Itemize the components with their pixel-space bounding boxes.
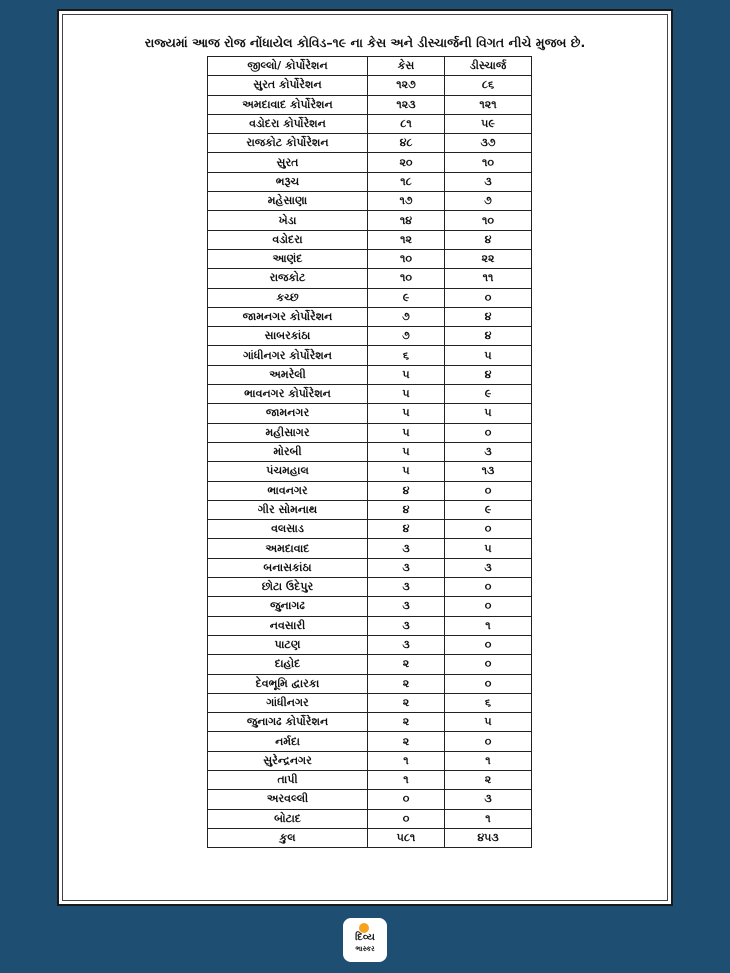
- cases-cell: ૫: [368, 365, 445, 384]
- cases-cell: ૩: [368, 558, 445, 577]
- table-row: [208, 462, 532, 481]
- cases-cell: ૧૨૩: [368, 95, 445, 114]
- cases-cell: ૪: [368, 500, 445, 519]
- cases-cell: ૧૮: [368, 172, 445, 191]
- table-row: [208, 327, 532, 346]
- discharge-cell: ૧૨૧: [445, 95, 532, 114]
- district-cell: છોટા ઉદેપુર: [208, 578, 368, 597]
- cases-cell: ૧૨: [368, 230, 445, 249]
- district-cell: ગાંધીનગર: [208, 693, 368, 712]
- discharge-cell: ૬: [445, 693, 532, 712]
- table-row: [208, 385, 532, 404]
- table-row: [208, 365, 532, 384]
- district-cell: ખેડા: [208, 211, 368, 230]
- table-row: [208, 500, 532, 519]
- table-row: [208, 114, 532, 133]
- total-cases: ૫૮૧: [368, 828, 445, 847]
- cases-cell: ૨: [368, 674, 445, 693]
- cases-cell: ૪: [368, 520, 445, 539]
- table-row: [208, 597, 532, 616]
- table-row: [208, 269, 532, 288]
- table-row: [208, 442, 532, 461]
- discharge-cell: ૦: [445, 732, 532, 751]
- cases-cell: ૪૮: [368, 134, 445, 153]
- table-row: [208, 346, 532, 365]
- table-header-row: [208, 57, 532, 76]
- covid-cases-table: [207, 56, 532, 848]
- cases-cell: ૨: [368, 713, 445, 732]
- district-cell: જુનાગઢ કોર્પોરેશન: [208, 713, 368, 732]
- table-row: [208, 95, 532, 114]
- discharge-cell: ૧૧: [445, 269, 532, 288]
- district-cell: તાપી: [208, 770, 368, 789]
- discharge-cell: ૩: [445, 790, 532, 809]
- district-cell: રાજકોટ: [208, 269, 368, 288]
- discharge-cell: ૫૯: [445, 114, 532, 133]
- district-cell: સુરત કોર્પોરેશન: [208, 76, 368, 95]
- discharge-cell: ૦: [445, 674, 532, 693]
- cases-cell: ૨: [368, 655, 445, 674]
- cases-cell: ૨: [368, 732, 445, 751]
- district-cell: જામનગર કોર્પોરેશન: [208, 307, 368, 326]
- table-row: [208, 423, 532, 442]
- district-cell: વડોદરા કોર્પોરેશન: [208, 114, 368, 133]
- cases-cell: ૩: [368, 635, 445, 654]
- cases-cell: ૮૧: [368, 114, 445, 133]
- cases-cell: ૦: [368, 790, 445, 809]
- cases-cell: ૨૦: [368, 153, 445, 172]
- district-cell: વડોદરા: [208, 230, 368, 249]
- district-cell: મહેસાણા: [208, 192, 368, 211]
- table-row: [208, 481, 532, 500]
- district-cell: નર્મદા: [208, 732, 368, 751]
- total-discharge: ૪૫૩: [445, 828, 532, 847]
- table-row: [208, 172, 532, 191]
- cases-cell: ૧૦: [368, 269, 445, 288]
- cases-cell: ૩: [368, 616, 445, 635]
- table-row: [208, 790, 532, 809]
- district-cell: સુરેન્દ્રનગર: [208, 751, 368, 770]
- discharge-cell: ૧: [445, 751, 532, 770]
- discharge-cell: ૫: [445, 404, 532, 423]
- cases-cell: ૧૨૭: [368, 76, 445, 95]
- discharge-cell: ૧૦: [445, 153, 532, 172]
- district-cell: ભાવનગર: [208, 481, 368, 500]
- cases-cell: ૨: [368, 693, 445, 712]
- table-row: [208, 616, 532, 635]
- table-row: [208, 713, 532, 732]
- table-row: [208, 134, 532, 153]
- table-row: [208, 558, 532, 577]
- page-title: રાજ્યમાં આજ રોજ નોંધાયેલ કોવિડ–૧૯ ના કેસ અને ડીસ્ચાર્જની વિગત નીચે મુજબ છે.: [144, 35, 586, 50]
- district-cell: વલસાડ: [208, 520, 368, 539]
- cases-cell: ૩: [368, 597, 445, 616]
- discharge-cell: ૧: [445, 616, 532, 635]
- cases-cell: ૫: [368, 404, 445, 423]
- table-body: [208, 76, 532, 829]
- discharge-cell: ૩૭: [445, 134, 532, 153]
- divya-bhaskar-logo: [343, 918, 387, 962]
- table-row: [208, 809, 532, 828]
- discharge-cell: ૦: [445, 423, 532, 442]
- logo-text-line2: ભાસ્કર: [355, 945, 375, 953]
- discharge-cell: ૩: [445, 442, 532, 461]
- table-row: [208, 76, 532, 95]
- table-row: [208, 211, 532, 230]
- table-row: [208, 307, 532, 326]
- district-cell: જુનાગઢ: [208, 597, 368, 616]
- table-row: [208, 192, 532, 211]
- table-row: [208, 693, 532, 712]
- district-cell: ભરૂચ: [208, 172, 368, 191]
- cases-cell: ૧૦: [368, 249, 445, 268]
- discharge-cell: ૯: [445, 500, 532, 519]
- district-cell: સુરત: [208, 153, 368, 172]
- cases-cell: ૧: [368, 751, 445, 770]
- table-row: [208, 578, 532, 597]
- district-cell: રાજકોટ કોર્પોરેશન: [208, 134, 368, 153]
- discharge-cell: ૧૩: [445, 462, 532, 481]
- district-cell: સાબરકાંઠા: [208, 327, 368, 346]
- discharge-cell: ૦: [445, 288, 532, 307]
- district-cell: ભાવનગર કોર્પોરેશન: [208, 385, 368, 404]
- cases-cell: ૫: [368, 423, 445, 442]
- discharge-cell: ૩: [445, 172, 532, 191]
- district-cell: જામનગર: [208, 404, 368, 423]
- discharge-cell: ૫: [445, 713, 532, 732]
- cases-cell: ૩: [368, 578, 445, 597]
- cases-cell: ૦: [368, 809, 445, 828]
- cases-cell: ૫: [368, 462, 445, 481]
- discharge-cell: ૨: [445, 770, 532, 789]
- district-cell: આણંદ: [208, 249, 368, 268]
- discharge-cell: ૩: [445, 558, 532, 577]
- column-header-discharge: ડીસ્ચાર્જ: [445, 57, 532, 76]
- district-cell: દેવભૂમિ દ્વારકા: [208, 674, 368, 693]
- district-cell: નવસારી: [208, 616, 368, 635]
- district-cell: અરવલ્લી: [208, 790, 368, 809]
- table-row: [208, 230, 532, 249]
- cases-cell: ૩: [368, 539, 445, 558]
- discharge-cell: ૦: [445, 481, 532, 500]
- district-cell: બોટાદ: [208, 809, 368, 828]
- cases-cell: ૫: [368, 442, 445, 461]
- cases-cell: ૭: [368, 327, 445, 346]
- discharge-cell: ૫: [445, 539, 532, 558]
- cases-cell: ૯: [368, 288, 445, 307]
- discharge-cell: ૭: [445, 192, 532, 211]
- cases-cell: ૪: [368, 481, 445, 500]
- table-row: [208, 732, 532, 751]
- table-row: [208, 635, 532, 654]
- cases-cell: ૧૭: [368, 192, 445, 211]
- discharge-cell: ૮૬: [445, 76, 532, 95]
- district-cell: દાહોદ: [208, 655, 368, 674]
- district-cell: ગીર સોમનાથ: [208, 500, 368, 519]
- district-cell: પાટણ: [208, 635, 368, 654]
- discharge-cell: ૫: [445, 346, 532, 365]
- cases-cell: ૧૪: [368, 211, 445, 230]
- district-cell: અમદાવાદ: [208, 539, 368, 558]
- total-label: કુલ: [208, 828, 368, 847]
- district-cell: મહીસાગર: [208, 423, 368, 442]
- cases-cell: ૬: [368, 346, 445, 365]
- table-row: [208, 520, 532, 539]
- discharge-cell: ૦: [445, 635, 532, 654]
- discharge-cell: ૦: [445, 578, 532, 597]
- table-row: [208, 404, 532, 423]
- discharge-cell: ૧૦: [445, 211, 532, 230]
- cases-cell: ૭: [368, 307, 445, 326]
- table-row: [208, 288, 532, 307]
- table-row: [208, 655, 532, 674]
- cases-cell: ૫: [368, 385, 445, 404]
- district-cell: મોરબી: [208, 442, 368, 461]
- discharge-cell: ૨૨: [445, 249, 532, 268]
- district-cell: ગાંધીનગર કોર્પોરેશન: [208, 346, 368, 365]
- district-cell: પંચમહાલ: [208, 462, 368, 481]
- table-row: [208, 674, 532, 693]
- district-cell: બનાસકાંઠા: [208, 558, 368, 577]
- discharge-cell: ૪: [445, 307, 532, 326]
- discharge-cell: ૧: [445, 809, 532, 828]
- district-cell: અમદાવાદ કોર્પોરેશન: [208, 95, 368, 114]
- column-header-district: જીલ્લો/ કોર્પોરેશન: [208, 57, 368, 76]
- table-row: [208, 153, 532, 172]
- discharge-cell: ૯: [445, 385, 532, 404]
- table-row: [208, 751, 532, 770]
- table-row: [208, 249, 532, 268]
- discharge-cell: ૪: [445, 327, 532, 346]
- document-sheet: [57, 9, 673, 906]
- district-cell: અમરેલી: [208, 365, 368, 384]
- discharge-cell: ૪: [445, 230, 532, 249]
- discharge-cell: ૦: [445, 655, 532, 674]
- discharge-cell: ૦: [445, 520, 532, 539]
- logo-text-line1: દિવ્ય: [355, 932, 375, 943]
- cases-cell: ૧: [368, 770, 445, 789]
- table-row: [208, 539, 532, 558]
- column-header-cases: કેસ: [368, 57, 445, 76]
- discharge-cell: ૪: [445, 365, 532, 384]
- district-cell: કચ્છ: [208, 288, 368, 307]
- table-row: [208, 770, 532, 789]
- table-total-row: [208, 828, 532, 847]
- discharge-cell: ૦: [445, 597, 532, 616]
